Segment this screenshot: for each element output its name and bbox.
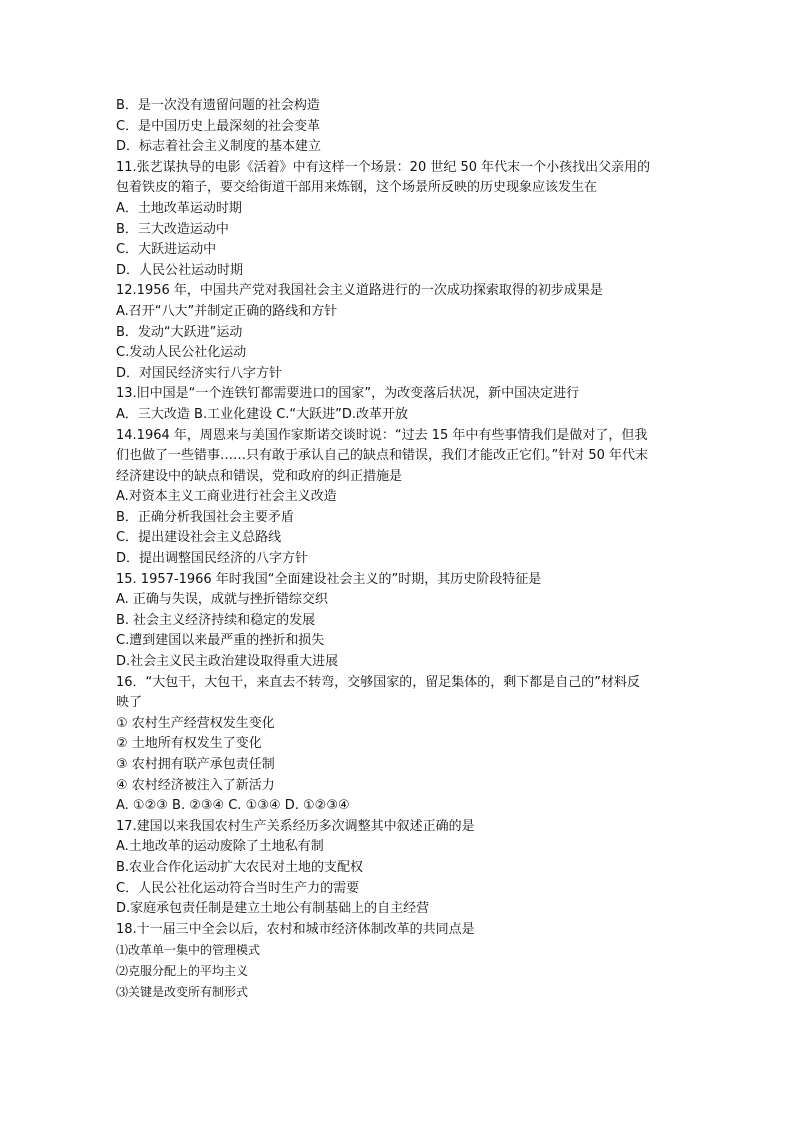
text-line: D．标志着社会主义制度的基本建立 <box>116 139 322 155</box>
text-line: ① 农村生产经营权发生变化 <box>116 715 275 731</box>
text-line: 11.张艺谋执导的电影《活着》中有这样一个场景：20 世纪 50 年代末一个小孩找出父亲用的 <box>116 159 651 175</box>
text-line: C．提出建设社会主义总路线 <box>116 530 282 546</box>
text-line: A.对资本主义工商业进行社会主义改造 <box>116 489 337 505</box>
text-line: A. ①②③ B. ②③④ C. ①③④ D. ①②③④ <box>116 798 350 814</box>
text-line: 13.旧中国是“一个连铁钉都需要进口的国家”，为改变落后状况，新中国决定进行 <box>116 386 580 402</box>
text-line: D.家庭承包责任制是建立土地公有制基础上的自主经营 <box>116 901 430 917</box>
text-line: ⑵克服分配上的平均主义 <box>116 963 249 978</box>
text-line: 14.1964 年，周恩来与美国作家斯诺交谈时说：“过去 15 年中有些事情我们是做对了，但我 <box>116 427 648 443</box>
text-line: 18.十一届三中全会以后，农村和城市经济体制改革的共同点是 <box>116 921 475 937</box>
text-line: ② 土地所有权发生了变化 <box>116 736 262 752</box>
text-line: C．是中国历史上最深刻的社会变革 <box>116 118 321 134</box>
text-line: 17.建国以来我国农村生产关系经历多次调整其中叙述正确的是 <box>116 818 475 834</box>
text-line: 映了 <box>116 695 143 711</box>
text-line: B．是一次没有遗留问题的社会构造 <box>116 98 320 113</box>
text-line: B. 社会主义经济持续和稳定的发展 <box>116 612 316 628</box>
text-line: 经济建设中的缺点和错误，党和政府的纠正措施是 <box>116 468 403 484</box>
document-page <box>116 96 686 1002</box>
text-line: ③ 农村拥有联产承包责任制 <box>116 757 275 772</box>
text-line: 12.1956 年，中国共产党对我国社会主义道路进行的一次成功探索取得的初步成果是 <box>116 283 603 299</box>
text-line: B．正确分析我国社会主要矛盾 <box>116 509 294 525</box>
text-line: 包着铁皮的箱子，要交给街道干部用来炼钢，这个场景所反映的历史现象应该发生在 <box>116 180 598 196</box>
text-line: ⑴改革单一集中的管理模式 <box>116 943 261 958</box>
text-line: B．三大改造运动中 <box>116 221 229 237</box>
text-line: A. 正确与失误，成就与挫折错综交织 <box>116 592 328 608</box>
text-line: A．三大改造 B.工业化建设 C.“大跃进”D.改革开放 <box>116 406 409 422</box>
text-line: 16．“大包干，大包干，来直去不转弯，交够国家的，留足集体的，剩下都是自己的”材料反 <box>116 674 641 690</box>
text-line: 们也做了一些错事……只有敢于承认自己的缺点和错误，我们才能改正它们。”针对 50 年代末 <box>116 448 649 464</box>
text-line: A.土地改革的运动废除了土地私有制 <box>116 839 324 855</box>
text-line: A．土地改革运动时期 <box>116 200 242 216</box>
text-line: D．提出调整国民经济的八字方针 <box>116 551 309 567</box>
text-line: 15. 1957-1966 年时我国“全面建设社会主义的”时期，其历史阶段特征是 <box>116 571 542 587</box>
text-line: ⑶关键是改变所有制形式 <box>116 984 249 999</box>
text-line: ④ 农村经济被注入了新活力 <box>116 777 275 793</box>
text-line: C.遭到建国以来最严重的挫折和损失 <box>116 633 325 649</box>
text-line: A.召开“八大”并制定正确的路线和方针 <box>116 303 338 319</box>
text-line: C．大跃进运动中 <box>116 242 217 258</box>
text-line: D.社会主义民主政治建设取得重大进展 <box>116 654 339 670</box>
text-line: C．人民公社化运动符合当时生产力的需要 <box>116 880 360 896</box>
text-line: B.农业合作化运动扩大农民对土地的支配权 <box>116 859 364 875</box>
text-line: C.发动人民公社化运动 <box>116 345 247 361</box>
text-line: D．人民公社运动时期 <box>116 262 244 278</box>
text-line: D．对国民经济实行八字方针 <box>116 365 283 381</box>
text-line: B．发动“大跃进”运动 <box>116 324 243 340</box>
